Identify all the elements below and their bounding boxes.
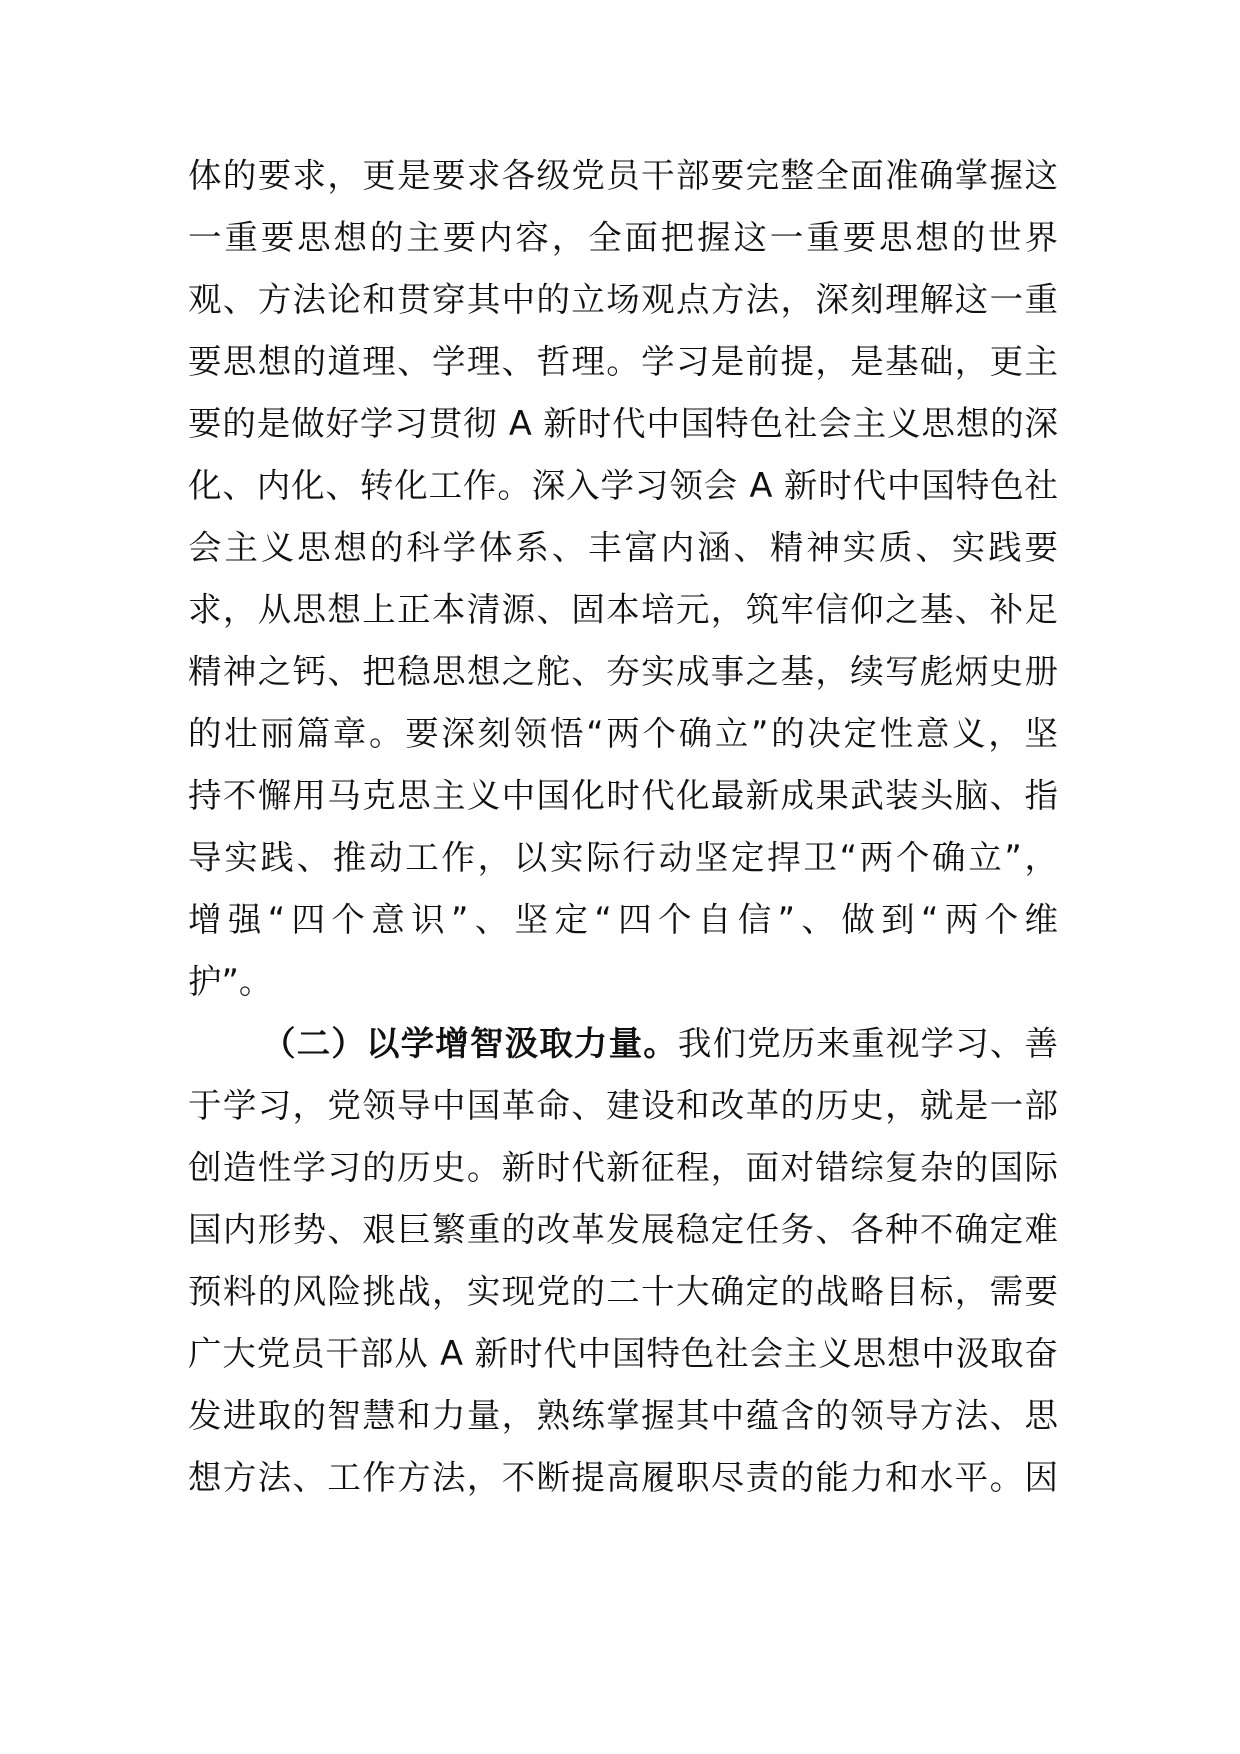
paragraph-1-line-8: 求，从思想上正本清源、固本培元，筑牢信仰之基、补足 bbox=[188, 590, 1058, 629]
paragraph-1-line-13: 增强“四个意识”、坚定“四个自信”、做到“两个维 bbox=[188, 900, 1058, 939]
paragraph-1-line-3: 观、方法论和贯穿其中的立场观点方法，深刻理解这一重 bbox=[188, 280, 1058, 319]
paragraph-2-line-1 bbox=[262, 1012, 1058, 1076]
paragraph-1-line-2: 一重要思想的主要内容，全面把握这一重要思想的世界 bbox=[188, 218, 1058, 257]
paragraph-1-line-7: 会主义思想的科学体系、丰富内涵、精神实质、实践要 bbox=[188, 528, 1058, 567]
paragraph-2-line-5: 预料的风险挑战，实现党的二十大确定的战略目标，需要 bbox=[188, 1272, 1058, 1311]
paragraph-1-line-14: 护”。 bbox=[188, 962, 273, 1001]
paragraph-1-line-11: 持不懈用马克思主义中国化时代化最新成果武装头脑、指 bbox=[188, 776, 1058, 815]
paragraph-2-line-4: 国内形势、艰巨繁重的改革发展稳定任务、各种不确定难 bbox=[188, 1210, 1058, 1249]
section-heading: （二）以学增智汲取力量。 bbox=[262, 1024, 678, 1063]
paragraph-2-line-2: 于学习，党领导中国革命、建设和改革的历史，就是一部 bbox=[188, 1086, 1058, 1125]
paragraph-1-line-6: 化、内化、转化工作。深入学习领会 A 新时代中国特色社 bbox=[188, 466, 1058, 505]
paragraph-2-line-3: 创造性学习的历史。新时代新征程，面对错综复杂的国际 bbox=[188, 1148, 1058, 1187]
paragraph-2-line-8: 想方法、工作方法，不断提高履职尽责的能力和水平。因 bbox=[188, 1458, 1058, 1497]
paragraph-1-line-1: 体的要求，更是要求各级党员干部要完整全面准确掌握这 bbox=[188, 156, 1058, 195]
paragraph-2-line-7: 发进取的智慧和力量，熟练掌握其中蕴含的领导方法、思 bbox=[188, 1396, 1058, 1435]
paragraph-1-line-9: 精神之钙、把稳思想之舵、夯实成事之基，续写彪炳史册 bbox=[188, 652, 1058, 691]
paragraph-1-line-12: 导实践、推动工作，以实际行动坚定捍卫“两个确立”， bbox=[188, 838, 1058, 877]
paragraph-2-line-1-text: 我们党历来重视学习、善 bbox=[677, 1024, 1059, 1063]
paragraph-2-line-6: 广大党员干部从 A 新时代中国特色社会主义思想中汲取奋 bbox=[188, 1334, 1058, 1373]
paragraph-1-line-4: 要思想的道理、学理、哲理。学习是前提，是基础，更主 bbox=[188, 342, 1058, 381]
paragraph-1-line-10: 的壮丽篇章。要深刻领悟“两个确立”的决定性意义，坚 bbox=[188, 714, 1058, 753]
paragraph-1-line-5: 要的是做好学习贯彻 A 新时代中国特色社会主义思想的深 bbox=[188, 404, 1058, 443]
